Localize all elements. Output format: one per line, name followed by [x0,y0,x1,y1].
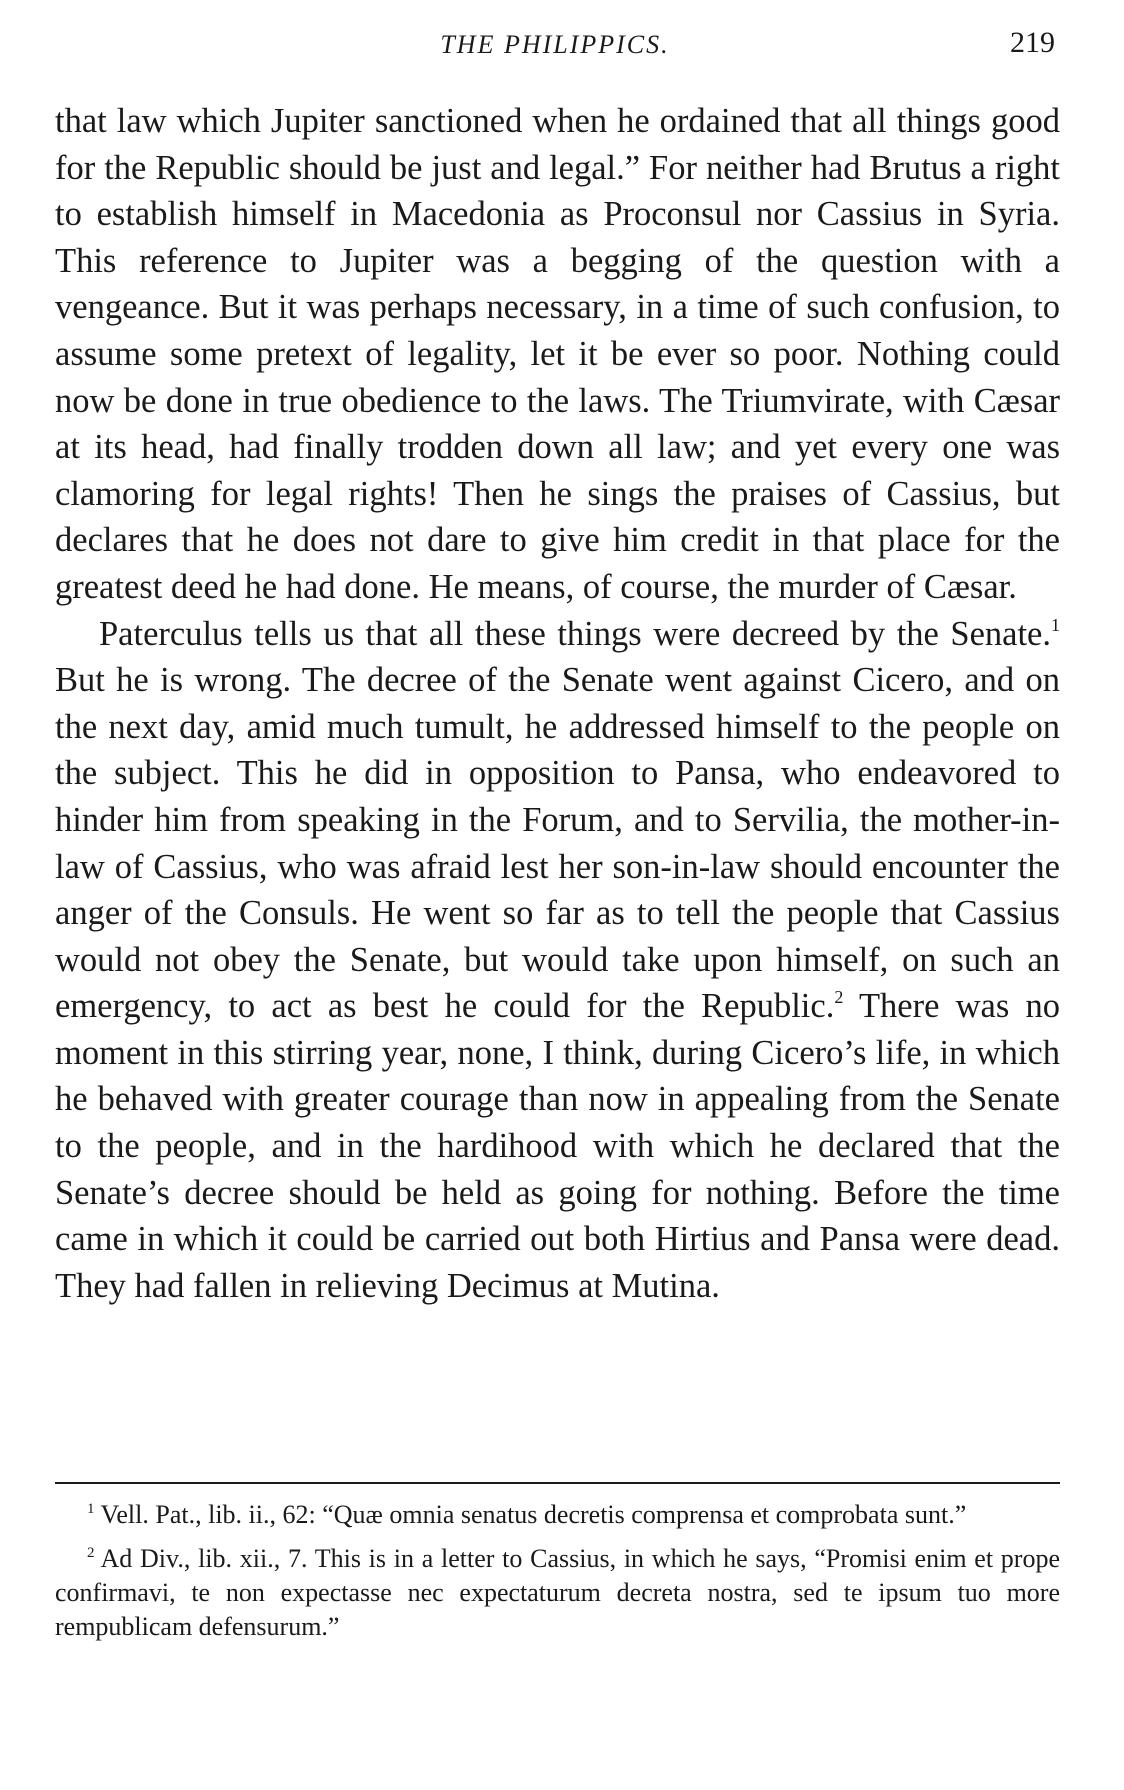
footnote-text: Ad Div., lib. xii., 7. This is in a letter to Cassius, in which he says, “Promisi enim et prope confirmavi, te non expectasse nec expectaturum decreta nostra, sed te ipsum tuo more rempublicam defensurum.” [55,1544,1060,1641]
page-number: 219 [1010,26,1055,59]
footnote-2 [55,1542,1060,1644]
footnote-marker: 2 [87,1545,95,1561]
footnotes [55,1498,1060,1654]
footnote-reference-2: 2 [834,987,844,1008]
footnote-marker: 1 [87,1501,95,1517]
footnote-divider [55,1482,1060,1484]
running-title: THE PHILIPPICS. [440,30,670,59]
paragraph-text-part-2: But he is wrong. The decree of the Senate went against Cicero, and on the next day, amid much tumult, he addressed himself to the people on the subject. This he did in opposition to Pansa, who endeavored to hinder him from speaking in the Forum, and to Servilia, the mother-in-law of Cassius, who was afraid lest her son-in-law should encounter the anger of the Consuls. He went so far as to tell the people that Cassius would not obey the Senate, but would take upon himself, on such an emergency, to act as best he could for the Republic. [55,661,1060,1026]
paragraph-text-part-3: There was no moment in this stirring year, none, I think, during Cicero’s life, in which he behaved with greater courage than now in appealing from the Senate to the people, and in the hardihood with which he declared that the Senate’s decree should be held as going for nothing. Before the time came in which it could be carried out both Hirtius and Pansa were dead. They had fallen in relieving Decimus at Mutina. [55,987,1060,1305]
footnote-reference-1: 1 [1051,614,1060,635]
paragraph-text-part-1: Paterculus tells us that all these things were decreed by the Senate. [99,614,1051,653]
paragraph-paterculus [55,611,1060,1310]
paragraph-continued: that law which Jupiter sanctioned when he ordained that all things good for the Republic should be just and legal.” For neither had Brutus a right to establish himself in Macedonia as Proconsul nor Cassius in Syria. This reference to Jupiter was a begging of the question with a vengeance. But it was perhaps necessary, in a time of such confusion, to assume some pretext of legality, let it be ever so poor. Nothing could now be done in true obedience to the laws. The Triumvirate, with Cæsar at its head, had finally trodden down all law; and yet every one was clamoring for legal rights! Then he sings the praises of Cassius, but declares that he does not dare to give him credit in that place for the greatest deed he had done. He means, of course, the murder of Cæsar. [55,102,1060,606]
footnote-1 [55,1498,1060,1532]
footnote-text: Vell. Pat., lib. ii., 62: “Quæ omnia senatus decretis comprensa et comprobata sunt.” [100,1500,967,1529]
running-head [55,26,1055,70]
body-text [55,98,1060,1309]
